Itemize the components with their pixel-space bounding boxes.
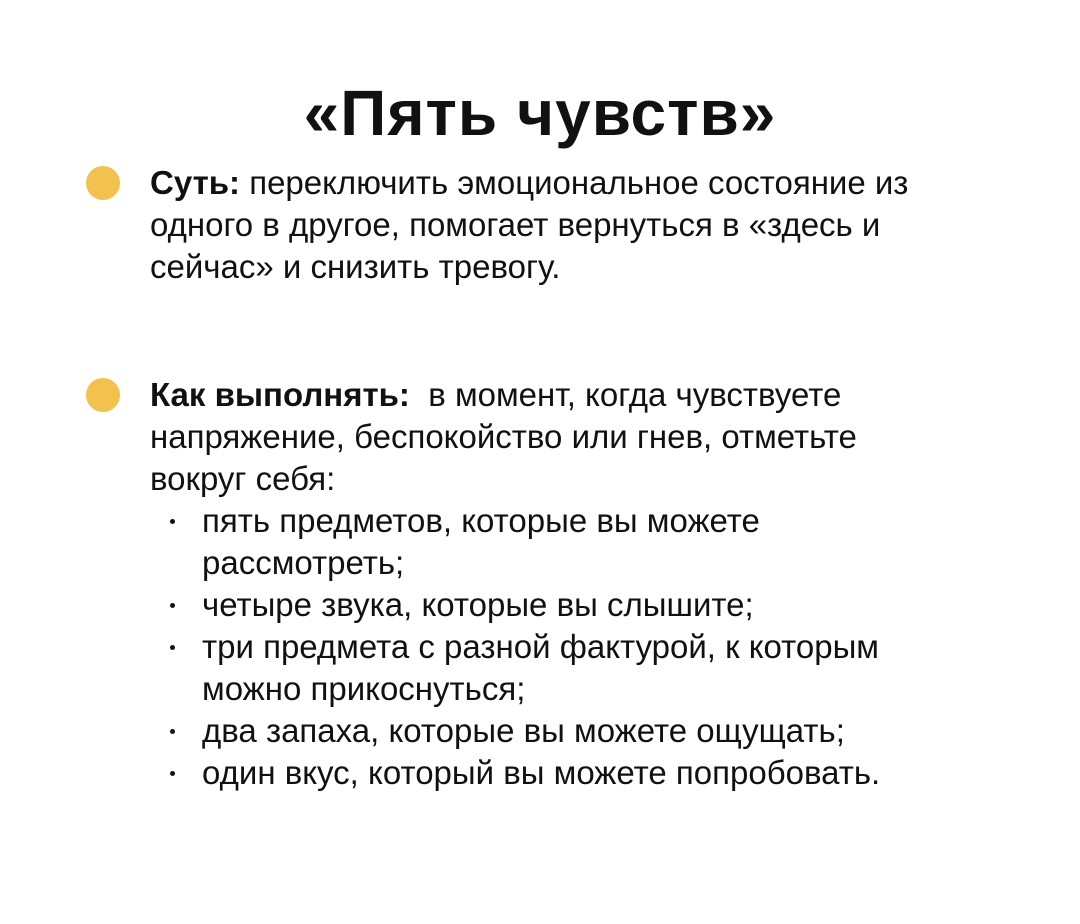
section-essence-lead: Суть:: [150, 164, 241, 201]
yellow-bullet-icon: [86, 378, 120, 412]
list-item: [150, 500, 910, 584]
page-title: «Пять чувств»: [303, 76, 777, 149]
list-item-text: три предмета с разной фактурой, к которым можно прикоснуться;: [202, 628, 879, 707]
list-item-text: четыре звука, которые вы слышите;: [202, 586, 754, 623]
list-item: [150, 626, 910, 710]
small-bullet-icon: [170, 645, 175, 650]
section-how-to-lead: Как выполнять:: [150, 376, 410, 413]
section-how-to-body: в момент, когда чувствуете напряжение, беспокойство или гнев, отметьте вокруг себя:: [150, 376, 867, 497]
list-item: [150, 752, 910, 794]
list-item-text: один вкус, который вы можете попробовать.: [202, 754, 881, 791]
small-bullet-icon: [170, 771, 175, 776]
list-item: [150, 584, 910, 626]
small-bullet-icon: [170, 729, 175, 734]
yellow-bullet-icon: [86, 166, 120, 200]
list-item-text: пять предметов, которые вы можете рассмотреть;: [202, 502, 760, 581]
section-how-to: [86, 374, 986, 794]
section-essence-text: [150, 162, 910, 288]
list-item: [150, 710, 910, 752]
small-bullet-icon: [170, 519, 175, 524]
section-how-to-text: [150, 374, 910, 500]
senses-list: [150, 500, 910, 794]
list-item-text: два запаха, которые вы можете ощущать;: [202, 712, 845, 749]
section-essence: [86, 162, 986, 288]
small-bullet-icon: [170, 603, 175, 608]
section-essence-body: переключить эмоциональное состояние из одного в другое, помогает вернуться в «здесь и сейчас» и снизить тревогу.: [150, 164, 909, 285]
